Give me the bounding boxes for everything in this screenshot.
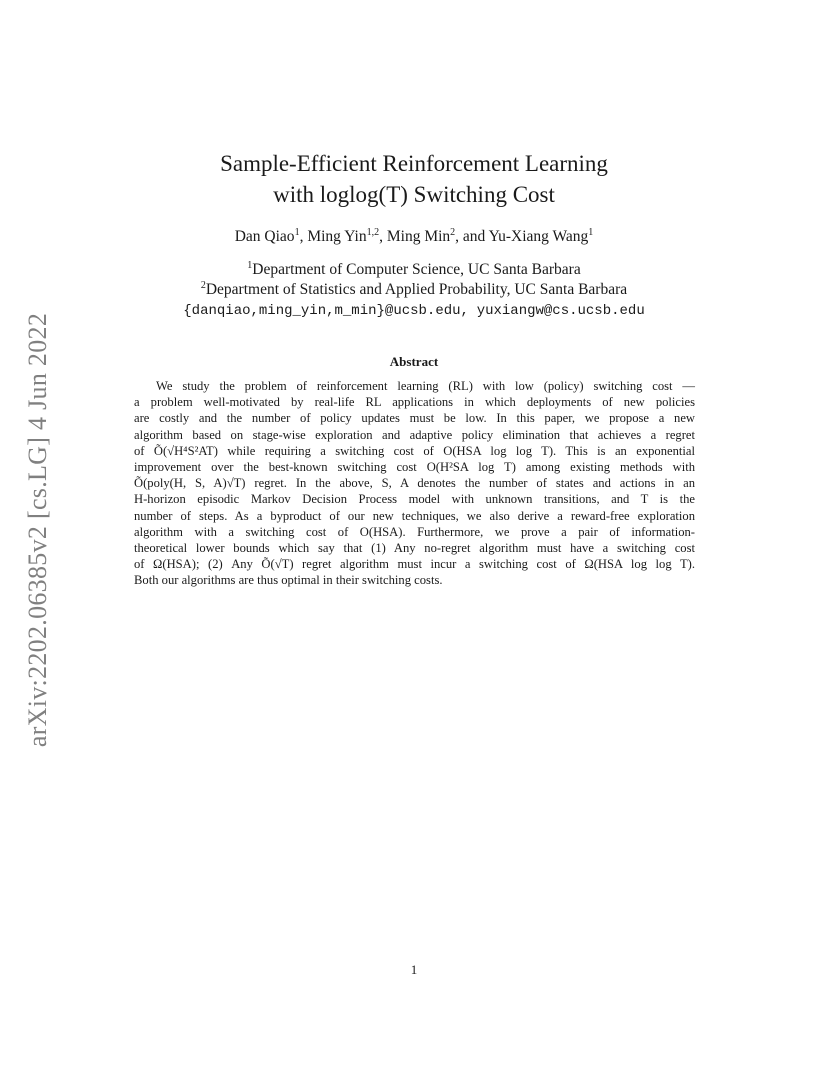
title-line-2: with loglog(T) Switching Cost <box>273 182 555 207</box>
abstract-line: are costly and the number of policy updates must be low. In this paper, we propose a new <box>134 411 695 426</box>
abstract-line: of Õ(√H⁴S²AT) while requiring a switching cost of O(HSA log log T). This is an exponential <box>134 443 695 458</box>
affiliation-2 <box>0 280 828 300</box>
author-name: Dan Qiao <box>234 228 295 245</box>
abstract-line: algorithm based on stage-wise exploration and adaptive policy elimination that achieves a regret <box>134 427 695 442</box>
author-affil-mark: 2 <box>450 226 456 238</box>
author-conjunction: and <box>462 228 486 245</box>
abstract-line: theoretical lower bounds which say that (1) Any no-regret algorithm must have a switching cost <box>134 541 695 556</box>
email-single: yuxiangw@cs.ucsb.edu <box>476 303 645 319</box>
author-name: Ming Min <box>386 228 451 245</box>
author-name: Yu-Xiang Wang <box>488 228 589 245</box>
title-line-1: Sample-Efficient Reinforcement Learning <box>220 151 608 176</box>
paper-title <box>0 148 828 210</box>
abstract-body <box>134 378 695 589</box>
abstract-line: Õ(poly(H, S, A)√T) regret. In the above, S, A denotes the number of states and actions in an <box>134 476 695 491</box>
abstract-line: number of steps. As a byproduct of our new techniques, we also derive a reward-free exploration <box>134 508 695 523</box>
abstract-line: algorithm with a switching cost of O(HSA). Furthermore, we prove a pair of information- <box>134 524 695 539</box>
affiliation-text: Department of Statistics and Applied Probability, UC Santa Barbara <box>205 281 628 298</box>
email-group: {danqiao,ming_yin,m_min}@ucsb.edu, <box>183 303 469 319</box>
abstract-line: a problem well-motivated by real-life RL applications in which deployments of new policies <box>134 395 695 410</box>
author-affil-mark: 1,2 <box>366 226 380 238</box>
email-line <box>0 300 828 321</box>
abstract-line: We study the problem of reinforcement learning (RL) with low (policy) switching cost — <box>156 379 695 393</box>
affiliation-1 <box>0 260 828 280</box>
abstract-line: Both our algorithms are thus optimal in their switching costs. <box>134 573 443 588</box>
author-affil-mark: 1 <box>294 226 300 238</box>
affiliation-mark: 2 <box>200 279 206 291</box>
abstract-line: improvement over the best-known switching cost O(H²SA log T) among existing methods with <box>134 460 695 475</box>
abstract-line: of Ω(HSA); (2) Any Õ(√T) regret algorithm must incur a switching cost of Ω(HSA log log T). <box>134 557 695 572</box>
arxiv-identifier: arXiv:2202.06385v2 [cs.LG] 4 Jun 2022 <box>23 312 52 748</box>
affiliation-mark: 1 <box>247 259 253 271</box>
author-affil-mark: 1 <box>588 226 594 238</box>
page-number: 1 <box>410 962 418 977</box>
affiliations <box>0 260 828 321</box>
affiliation-text: Department of Computer Science, UC Santa Barbara <box>252 261 581 278</box>
abstract-heading: Abstract <box>389 354 439 369</box>
abstract-line: H-horizon episodic Markov Decision Process model with unknown transitions, and T is the <box>134 492 695 507</box>
author-list: Dan Qiao$^1$, Ming Yin$^{1,2}$, Ming Min$^2$, and Yu-Xiang Wang$^1$ <box>234 226 594 245</box>
author-name: Ming Yin <box>307 228 367 245</box>
